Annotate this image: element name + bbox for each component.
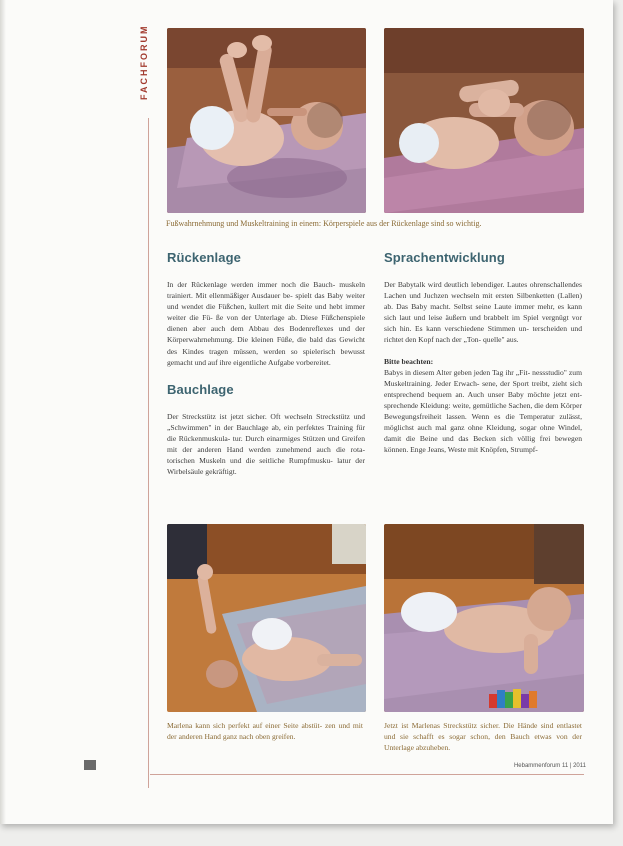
vertical-rule (148, 118, 149, 788)
photo-baby-side-support (167, 524, 366, 712)
right-column (384, 250, 582, 455)
heading-bauchlage: Bauchlage (167, 381, 234, 397)
left-column (167, 250, 365, 477)
paragraph-sprachentwicklung: Der Babytalk wird deutlich lebendiger. Lautes ohrenschallendes Lachen und Juchzen wechseln mit ersten Silbenketten (Lallen) ab. Das Baby macht. Selbst seine Laute immer mehr, es kann sich laut und leise äußern und brabbelt im Spiel vergnügt vor sich hin. Es kann verschiedene Stimmen un- terscheiden und richtet den Kopf nach der „Ton- quelle" aus. (384, 280, 582, 345)
paragraph-bitte-beachten: Babys in diesem Alter geben jeden Tag ihr „Fit- nessstudio" zum Muskeltraining. Jeder Erwach- sene, der Sport treibt, zieht sich entsprechend bequem an. Auch unser Baby möchte jetzt ent- sprechende Kleidung: weite, gemütliche Sachen, die dem Körper Bewegungsfreiheit lassen. Wenn es die Temperatur zulässt, möglichst auch mal ganz ohne Kleidung, sogar ohne Windel, damit die Beine und das Becken sich völlig frei bewegen können. Enge Jeans, Weste mit Knöpfen, Strumpf- (384, 367, 582, 455)
caption-bottom-left: Marlena kann sich perfekt auf einer Seite abstüt- zen und mit der anderen Hand ganz nach oben greifen. (167, 721, 363, 742)
heading-rueckenlage: Rückenlage (167, 250, 241, 265)
photo-3-image (167, 524, 366, 712)
subheading-bitte-beachten: Bitte beachten: (384, 356, 434, 366)
photo-baby-back-feet-1 (167, 28, 366, 213)
footer-rule (150, 774, 584, 775)
section-tag: FACHFORUM (139, 25, 149, 101)
footer-source: Hebammenforum 11 | 2011 (513, 763, 586, 769)
caption-bottom-right: Jetzt ist Marlenas Streckstütz sicher. Die Hände sind entlastet und sie schafft es sogar schon, den Bauch etwas von der Unterlage abzuheben. (384, 721, 582, 753)
heading-sprachentwicklung: Sprachentwicklung (384, 250, 505, 265)
photo-2-image (384, 28, 584, 213)
photo-baby-back-feet-2 (384, 28, 584, 213)
paragraph-bauchlage: Der Streckstütz ist jetzt sicher. Oft wechseln Streckstütz und „Schwimmen" in der Bauchlage ab, ein perfektes Training für die Rückenmuskula- tur. Durch einarmiges Stützen und Greifen mit der anderen Hand werden zunehmend auch die rota- torischen Muskeln und die seitliche Rumpfmusku- latur der Wirbelsäule gekräftigt. (167, 411, 365, 477)
photo-1-image (167, 28, 366, 213)
caption-top: Fußwahrnehmung und Muskeltraining in einem: Körperspiele aus der Rückenlage sind so wichtig. (166, 219, 482, 228)
photo-baby-stomach-support (384, 524, 584, 712)
page-number-badge (84, 760, 96, 770)
photo-4-image (384, 524, 584, 712)
binding-gutter (0, 0, 6, 824)
paragraph-rueckenlage: In der Rückenlage werden immer noch die Bauch- muskeln trainiert. Mit ellenmäßiger Ausdauer be- spielt das Baby weiter und wendet die Füßchen, kullert mit die Seite und hebt immer weiter die Fü- ße von der Unterlage ab. Diese Füßchenspiele dienen aber auch dem Abbau des Bodenreflexes und der Körperwahrnehmung. Die kleinen Füße, die bald das Gewicht des Kindes tragen müssen, werden so spielerisch bewusst gemacht und auf ihre eigentliche Aufgabe vorbereitet. (167, 280, 365, 367)
